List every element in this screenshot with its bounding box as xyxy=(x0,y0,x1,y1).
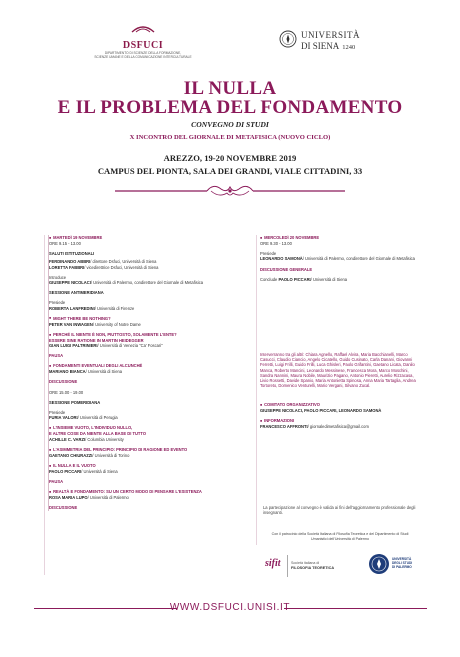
general-discussion: DISCUSSIONE GENERALE xyxy=(260,266,313,272)
speaker-role: / University of Notre Dame xyxy=(92,321,141,327)
talk7-title: ■ REALTÀ E FONDAMENTO: SU UN CERTO MODO DI PENSARE L'ESISTENZA xyxy=(49,489,241,495)
dsfuci-dept-line2: SCIENZE UMANE E DELLA COMUNICAZIONE INTERCULTURALE xyxy=(94,55,192,59)
speaker-role: / Columbia University xyxy=(85,436,124,442)
discussion1: DISCUSSIONE xyxy=(49,379,78,385)
conclusion-label: Conclude xyxy=(260,276,278,282)
info-heading: ■ INFORMAZIONI xyxy=(260,418,420,424)
session-morning-heading: SESSIONE ANTIMERIDIANA xyxy=(49,290,104,296)
unisi-name-line2 xyxy=(301,41,355,51)
speaker-name: PAOLO PICCARI xyxy=(278,276,311,282)
talk3-title: ■ FONDAMENTI EVENTUALI DEGLI ALCUNCHÉ xyxy=(49,363,241,369)
venue-line: CAMPUS DEL PIONTA, SALA DEI GRANDI, VIALE CITTADINI, 33 xyxy=(97,166,363,176)
contact-email: / giornaledimetafisica@gmail.com xyxy=(307,424,369,430)
speaker-name: GAETANO CHIURAZZI xyxy=(49,452,93,458)
speaker-name: PETER VAN INWAGEN xyxy=(49,321,93,327)
unipa-text xyxy=(392,557,412,569)
pausa2: PAUSA xyxy=(49,479,64,485)
unipa-seal-icon xyxy=(368,553,390,575)
incontro-line: X INCONTRO DEL GIORNALE DI METAFISICA (NUOVO CICLO) xyxy=(129,134,331,141)
participants-list xyxy=(260,352,420,388)
ornament-divider-icon xyxy=(115,181,345,201)
speaker-role: / Università di Siena xyxy=(85,369,123,375)
talk2-title-line1: ■ PERCHÉ IL NIENTE È NON, PIUTTOSTO, SOLAMENTE L'ENTE? xyxy=(49,332,241,338)
dsfuci-logo xyxy=(88,22,198,59)
speaker-name: LEONARDO SAMONÀ xyxy=(260,256,303,262)
intro-label: Introduce xyxy=(49,274,67,280)
speaker-role: / direttore Dsfuci, Università di Siena xyxy=(90,259,157,265)
unisi-name-line2-text: DI SIENA xyxy=(301,41,340,51)
day1-morning-time: ORE 9.15 - 13.00 xyxy=(49,240,81,246)
right-column-rule xyxy=(256,235,257,545)
program-day1 xyxy=(48,235,241,511)
talk4-title-line1: ■ L'INSIEME VUOTO, L'INDIVIDUO NULLO, xyxy=(49,425,241,431)
contact-name: FRANCESCO AFFRONTI xyxy=(260,424,308,430)
date-line: AREZZO, 19-20 NOVEMBRE 2019 xyxy=(163,153,297,163)
speaker-name: ROSA MARIA LUPO xyxy=(49,495,88,501)
title-line1: IL NULLA xyxy=(183,78,277,99)
day2-morning-time: ORE 9.30 - 13.00 xyxy=(260,240,292,246)
speaker-name: GIAN LUIGI PALTRINIERI xyxy=(49,342,98,348)
title-line2: E IL PROBLEMA DEL FONDAMENTO xyxy=(57,97,403,118)
talk2-title-line2: ESSERE SINE RATIONE IN MARTIN HEIDEGGER xyxy=(49,337,144,343)
website-link[interactable]: WWW.DSFUCI.UNISI.IT xyxy=(169,602,291,613)
training-note: La partecipazione al convegno è valida ai fini dell'aggiornamento professionale degli insegnanti. xyxy=(263,505,416,516)
subtitle: CONVEGNO DI STUDI xyxy=(191,120,269,129)
chair1-label: Presiede xyxy=(49,300,66,306)
left-column-rule xyxy=(44,235,45,575)
participants-label: Interverranno tra gli altri: xyxy=(260,351,305,357)
unipa-line2: DEGLI STUDI xyxy=(392,561,413,565)
speaker-role: / Università di Palermo xyxy=(87,495,129,501)
talk6-title: ■ IL NULLA E IL VUOTO xyxy=(49,463,241,469)
unipa-line1: UNIVERSITÀ xyxy=(392,557,412,561)
unisi-year: 1240 xyxy=(342,44,356,51)
info-contact xyxy=(260,424,420,429)
discussion2: DISCUSSIONE xyxy=(49,505,78,511)
speaker-role: / Università di Firenze xyxy=(94,305,135,311)
program-day2 xyxy=(260,235,420,430)
talk5-title: ■ L'ASIMMETRIA DEL PRINCIPIO: PRINCIPIO DI RAGIONE ED EVENTO xyxy=(49,447,241,453)
unisi-logo xyxy=(279,28,379,54)
unipa-line3: DI PALERMO xyxy=(392,565,412,569)
speaker-role: / Università di Perugia xyxy=(77,415,118,421)
unisi-seal-icon xyxy=(279,30,297,48)
day2-heading: ■ MERCOLEDÌ 20 NOVEMBRE xyxy=(260,235,420,241)
sifit-line1: Società italiana di xyxy=(291,561,320,565)
sifit-line2: FILOSOFIA TEORETICA xyxy=(291,566,335,570)
dsfuci-name: DSFUCI xyxy=(122,40,164,51)
day1-heading: ■ MARTEDÌ 19 NOVEMBRE xyxy=(49,235,241,241)
unipa-logo xyxy=(368,551,428,579)
committee-members: GIUSEPPE NICOLACI, PAOLO PICCARI, LEONARDO SAMONÀ xyxy=(260,408,382,414)
speaker-name: FURIA VALORI xyxy=(49,415,78,421)
speaker-name: LORETTA FABBRI xyxy=(49,264,85,270)
chair2-label: Presiede xyxy=(49,410,66,416)
speaker-role: / Università di Palermo, condirettore del Giornale di Metafisica xyxy=(302,256,415,262)
talk1-title: ■ MIGHT THERE BE NOTHING? xyxy=(49,316,241,322)
talk4-title-line2: E ALTRE COSE DA NIENTE ALLA BASE DI TUTTO xyxy=(49,431,147,437)
dsfuci-dept-line1: DIPARTIMENTO DI SCIENZE DELLA FORMAZIONE, xyxy=(104,51,182,55)
participants-names: Chiara Agnello, Raffael Alvira, Maria Bacchianelli, Marco Casucci, Claudio Ciancio, Angelo Cicatello, Guido Cusinato, Carla Danani, Giovanni Ferretti, Luigi Frilli, Guido Frilli, Luca Ghisleri, Paolo Grifantini, Gaetano Licata, Danilo Manca, Roberto Mancini, Leonardo Messinese, Francesca Mora, Marco Moschini, Sandra Nannini, Maura Nobile, Maurizio Pagano, Antonio Pieretti, Aurelio Rizzacasa, Livio Rossetti, Davide Spanio, Maria Antonietta Spinosa, Anna Maria Tartaglia, Andrea Tortoreto, Domenico Venturelli, Mario Vergani, Silvano Zucal. xyxy=(260,351,416,389)
speaker-role: / Università di Torino xyxy=(92,452,130,458)
speaker-role: / vicedirettrice Dsfuci, Università di Siena xyxy=(84,264,159,270)
speaker-name: ACHILLE C. VARZI xyxy=(49,436,86,442)
speaker-role: / Università di Venezia "Ca' Foscari" xyxy=(97,342,163,348)
session-afternoon-heading: SESSIONE POMERIDIANA xyxy=(49,399,101,405)
speaker-name: FERDINANDO ABBRI xyxy=(49,259,91,265)
speaker-name: ROBERTA LANFREDINI xyxy=(49,305,95,311)
day1-afternoon-time: ORE 15.00 - 19.00 xyxy=(49,389,84,395)
speaker-name: MARIANO BIANCA xyxy=(49,369,86,375)
day2-chair-label: Presiede xyxy=(260,251,277,257)
saluti-heading: SALUTI ISTITUZIONALI xyxy=(49,251,95,257)
sifit-logo xyxy=(265,555,365,579)
pausa1: PAUSA xyxy=(49,353,64,359)
committee-heading: ■ COMITATO ORGANIZZATIVO xyxy=(260,402,420,408)
speaker-role: / Università di Siena xyxy=(81,468,118,474)
speaker-role: / Università di Siena xyxy=(310,276,348,282)
unisi-name-line1: UNIVERSITÀ xyxy=(301,30,360,40)
website-bar xyxy=(0,598,460,620)
speaker-role: / Università di Palermo, condirettore del Giornale di Metafisica xyxy=(90,279,204,285)
day2-chair-speaker xyxy=(260,256,420,261)
dsfuci-emblem-icon xyxy=(130,22,156,34)
sponsor-note: Con il patrocinio della Società Italiana di Filosofia Teoretica e del Dipartimento di Studi Umanistici dell'Università di Palermo xyxy=(271,532,409,541)
sifit-mark: sifit xyxy=(265,558,281,569)
speaker-name: PAOLO PICCARI xyxy=(49,468,82,474)
speaker-name: GIUSEPPE NICOLACI xyxy=(49,279,91,285)
